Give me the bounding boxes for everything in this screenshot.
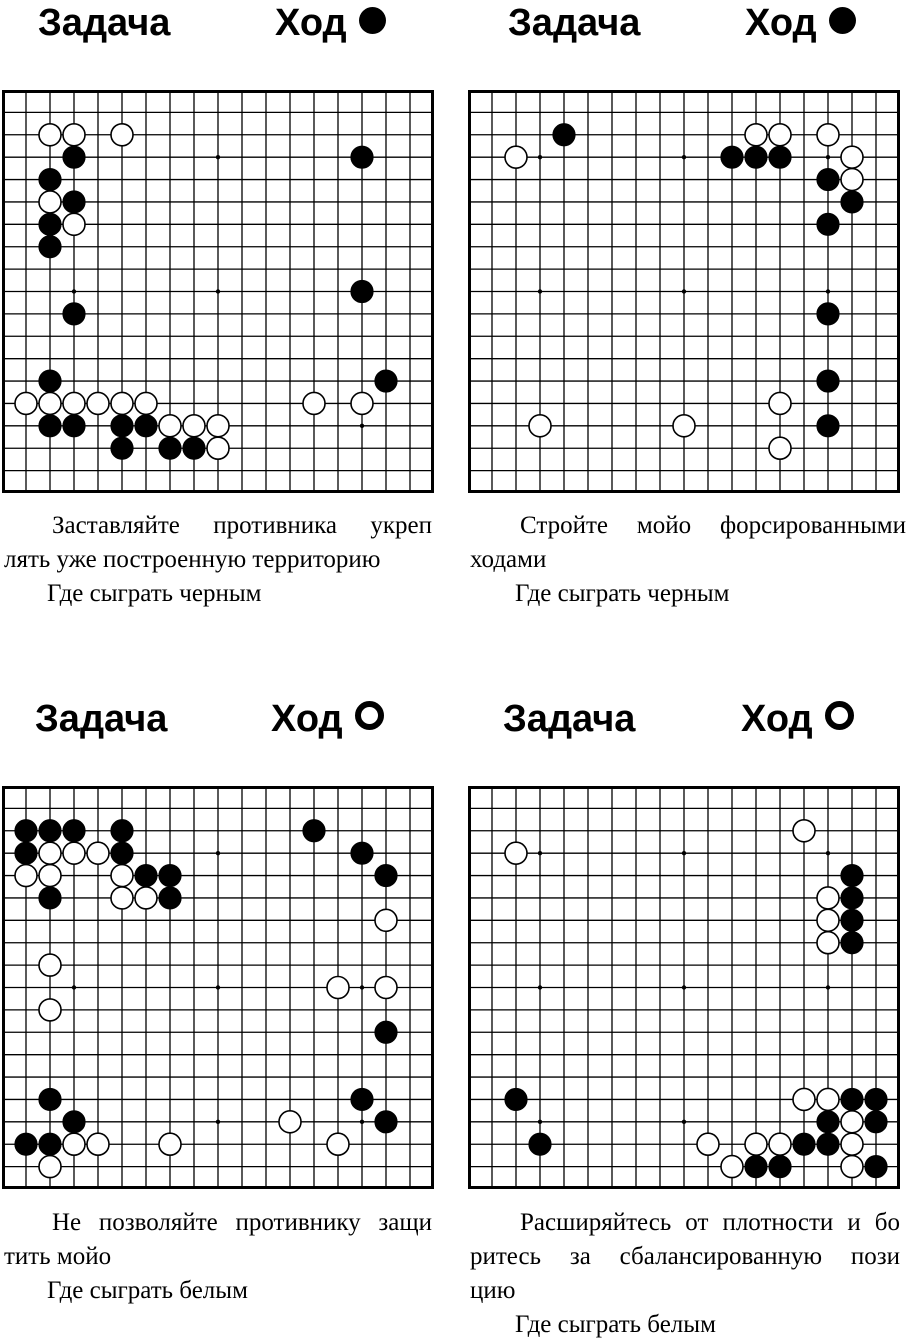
black-stone xyxy=(865,1156,887,1178)
white-stone xyxy=(135,887,157,909)
problem-4-caption-line-1: Расширяйтесь от плотности и бо xyxy=(520,1209,900,1236)
white-stone xyxy=(817,909,839,931)
star-point xyxy=(682,851,686,855)
black-stone xyxy=(745,146,767,168)
black-stone xyxy=(817,1133,839,1155)
white-stone xyxy=(207,415,229,437)
white-stone xyxy=(793,820,815,842)
black-stone xyxy=(841,1088,863,1110)
black-stone xyxy=(351,281,373,303)
black-stone xyxy=(159,887,181,909)
black-stone xyxy=(63,820,85,842)
white-stone xyxy=(207,437,229,459)
white-stone xyxy=(841,1111,863,1133)
white-stone xyxy=(351,392,373,414)
black-stone xyxy=(15,1133,37,1155)
white-stone xyxy=(39,392,61,414)
white-stone xyxy=(327,1133,349,1155)
white-stone xyxy=(63,842,85,864)
star-point xyxy=(360,424,364,428)
problem-3-turn-label: Ход xyxy=(271,698,343,740)
black-stone xyxy=(745,1156,767,1178)
white-stone xyxy=(183,415,205,437)
star-point xyxy=(538,1120,542,1124)
black-stone xyxy=(841,191,863,213)
black-stone xyxy=(817,303,839,325)
black-stone xyxy=(39,169,61,191)
white-stone xyxy=(793,1088,815,1110)
black-stone xyxy=(63,1111,85,1133)
white-stone xyxy=(505,842,527,864)
white-stone xyxy=(745,1133,767,1155)
black-stone xyxy=(841,909,863,931)
problem-1-caption-line-2: лять уже построенную территорию xyxy=(4,546,381,573)
problem-4-caption-line-4: Где сыграть белым xyxy=(515,1311,716,1338)
black-stone xyxy=(111,842,133,864)
black-stone xyxy=(63,303,85,325)
problem-2-caption-line-1: Стройте мойо форсированными xyxy=(520,512,906,539)
problem-3-title: Задача xyxy=(35,698,168,740)
white-stone xyxy=(303,392,325,414)
problem-2-turn xyxy=(745,4,856,42)
white-stone xyxy=(63,1133,85,1155)
white-stone xyxy=(721,1156,743,1178)
white-stone xyxy=(375,909,397,931)
black-stone xyxy=(159,437,181,459)
black-stone xyxy=(111,415,133,437)
white-stone xyxy=(39,865,61,887)
black-stone xyxy=(135,865,157,887)
problem-4-turn-label: Ход xyxy=(741,698,813,740)
problem-1-caption-line-3: Где сыграть черным xyxy=(47,580,262,607)
black-stone xyxy=(39,820,61,842)
white-stone xyxy=(841,146,863,168)
white-stone xyxy=(63,213,85,235)
black-stone xyxy=(817,1111,839,1133)
black-stone xyxy=(39,236,61,258)
star-point xyxy=(826,985,830,989)
black-stone xyxy=(375,865,397,887)
white-stone xyxy=(841,1133,863,1155)
black-stone xyxy=(39,213,61,235)
white-stone xyxy=(39,842,61,864)
white-stone xyxy=(111,887,133,909)
star-point xyxy=(682,1120,686,1124)
problem-2-caption-line-2: ходами xyxy=(470,546,547,573)
white-stone xyxy=(841,169,863,191)
white-stone xyxy=(87,392,109,414)
black-stone xyxy=(817,370,839,392)
white-stone xyxy=(673,415,695,437)
black-stone xyxy=(63,415,85,437)
black-stone xyxy=(135,415,157,437)
black-stone xyxy=(63,146,85,168)
problem-4-caption xyxy=(470,1206,900,1342)
black-stone xyxy=(817,415,839,437)
problem-4-caption-line-3: цию xyxy=(470,1277,516,1304)
problem-3-caption-line-2: тить мойо xyxy=(4,1243,112,1270)
white-stone xyxy=(159,415,181,437)
star-point xyxy=(360,1120,364,1124)
white-stone xyxy=(279,1111,301,1133)
white-stone xyxy=(769,1133,791,1155)
star-point xyxy=(826,851,830,855)
black-stone xyxy=(865,1111,887,1133)
black-stone xyxy=(375,1111,397,1133)
black-stone xyxy=(351,1088,373,1110)
problem-1-caption xyxy=(4,509,432,611)
star-point xyxy=(682,155,686,159)
star-point xyxy=(538,155,542,159)
white-stone xyxy=(529,415,551,437)
black-stone xyxy=(817,169,839,191)
problem-1-turn xyxy=(275,4,386,42)
black-stone xyxy=(39,887,61,909)
black-stone xyxy=(15,820,37,842)
star-point xyxy=(826,155,830,159)
star-point xyxy=(216,1120,220,1124)
problem-1-caption-line-1: Заставляйте противника укреп xyxy=(52,512,432,539)
problem-3-board xyxy=(2,786,434,1189)
black-stone xyxy=(15,842,37,864)
white-stone xyxy=(817,1088,839,1110)
white-stone xyxy=(841,1156,863,1178)
star-point xyxy=(538,851,542,855)
problem-2-turn-label: Ход xyxy=(745,2,817,44)
black-stone xyxy=(553,124,575,146)
black-stone xyxy=(39,1133,61,1155)
problem-3-caption-line-3: Где сыграть белым xyxy=(47,1277,248,1304)
white-stone xyxy=(111,865,133,887)
black-stone-icon xyxy=(359,7,386,34)
white-stone xyxy=(15,392,37,414)
black-stone xyxy=(721,146,743,168)
white-stone xyxy=(39,954,61,976)
white-stone xyxy=(39,191,61,213)
white-stone xyxy=(63,124,85,146)
black-stone xyxy=(375,1021,397,1043)
white-stone xyxy=(135,392,157,414)
black-stone xyxy=(841,887,863,909)
star-point xyxy=(216,289,220,293)
star-point xyxy=(216,985,220,989)
black-stone xyxy=(111,437,133,459)
black-stone xyxy=(39,370,61,392)
white-stone xyxy=(769,124,791,146)
white-stone xyxy=(39,124,61,146)
black-stone xyxy=(375,370,397,392)
white-stone xyxy=(63,392,85,414)
white-stone xyxy=(375,977,397,999)
problem-4-title: Задача xyxy=(503,698,636,740)
problem-4-board xyxy=(468,786,900,1189)
white-stone-icon xyxy=(355,701,384,730)
black-stone-icon xyxy=(829,7,856,34)
star-point xyxy=(216,155,220,159)
white-stone xyxy=(39,1156,61,1178)
white-stone xyxy=(39,999,61,1021)
star-point xyxy=(72,985,76,989)
problem-2-board xyxy=(468,90,900,493)
star-point xyxy=(360,985,364,989)
problem-1-board xyxy=(2,90,434,493)
white-stone-icon xyxy=(825,701,854,730)
black-stone xyxy=(841,932,863,954)
problem-2-caption-line-3: Где сыграть черным xyxy=(515,580,730,607)
black-stone xyxy=(183,437,205,459)
white-stone xyxy=(817,932,839,954)
black-stone xyxy=(63,191,85,213)
black-stone xyxy=(303,820,325,842)
white-stone xyxy=(697,1133,719,1155)
star-point xyxy=(682,985,686,989)
black-stone xyxy=(793,1133,815,1155)
problem-1-title: Задача xyxy=(38,2,171,44)
black-stone xyxy=(817,213,839,235)
white-stone xyxy=(159,1133,181,1155)
star-point xyxy=(216,851,220,855)
white-stone xyxy=(745,124,767,146)
white-stone xyxy=(87,842,109,864)
white-stone xyxy=(15,865,37,887)
star-point xyxy=(538,289,542,293)
white-stone xyxy=(769,437,791,459)
black-stone xyxy=(769,146,791,168)
problem-4-caption-line-2: ритесь за сбалансированную пози xyxy=(470,1243,900,1270)
star-point xyxy=(72,289,76,293)
black-stone xyxy=(505,1088,527,1110)
black-stone xyxy=(841,865,863,887)
black-stone xyxy=(111,820,133,842)
black-stone xyxy=(39,415,61,437)
star-point xyxy=(538,985,542,989)
problem-2-caption xyxy=(470,509,906,611)
white-stone xyxy=(111,124,133,146)
problem-3-turn xyxy=(271,700,384,738)
black-stone xyxy=(769,1156,791,1178)
black-stone xyxy=(865,1088,887,1110)
white-stone xyxy=(817,124,839,146)
problem-1-turn-label: Ход xyxy=(275,2,347,44)
white-stone xyxy=(87,1133,109,1155)
white-stone xyxy=(505,146,527,168)
problem-3-caption-line-1: Не позволяйте противнику защи xyxy=(52,1209,432,1236)
problem-4-turn xyxy=(741,700,854,738)
white-stone xyxy=(817,887,839,909)
black-stone xyxy=(39,1088,61,1110)
problem-2-title: Задача xyxy=(508,2,641,44)
black-stone xyxy=(351,146,373,168)
star-point xyxy=(682,289,686,293)
black-stone xyxy=(159,865,181,887)
problem-3-caption xyxy=(4,1206,432,1308)
black-stone xyxy=(351,842,373,864)
white-stone xyxy=(327,977,349,999)
star-point xyxy=(826,289,830,293)
black-stone xyxy=(529,1133,551,1155)
white-stone xyxy=(769,392,791,414)
white-stone xyxy=(111,392,133,414)
